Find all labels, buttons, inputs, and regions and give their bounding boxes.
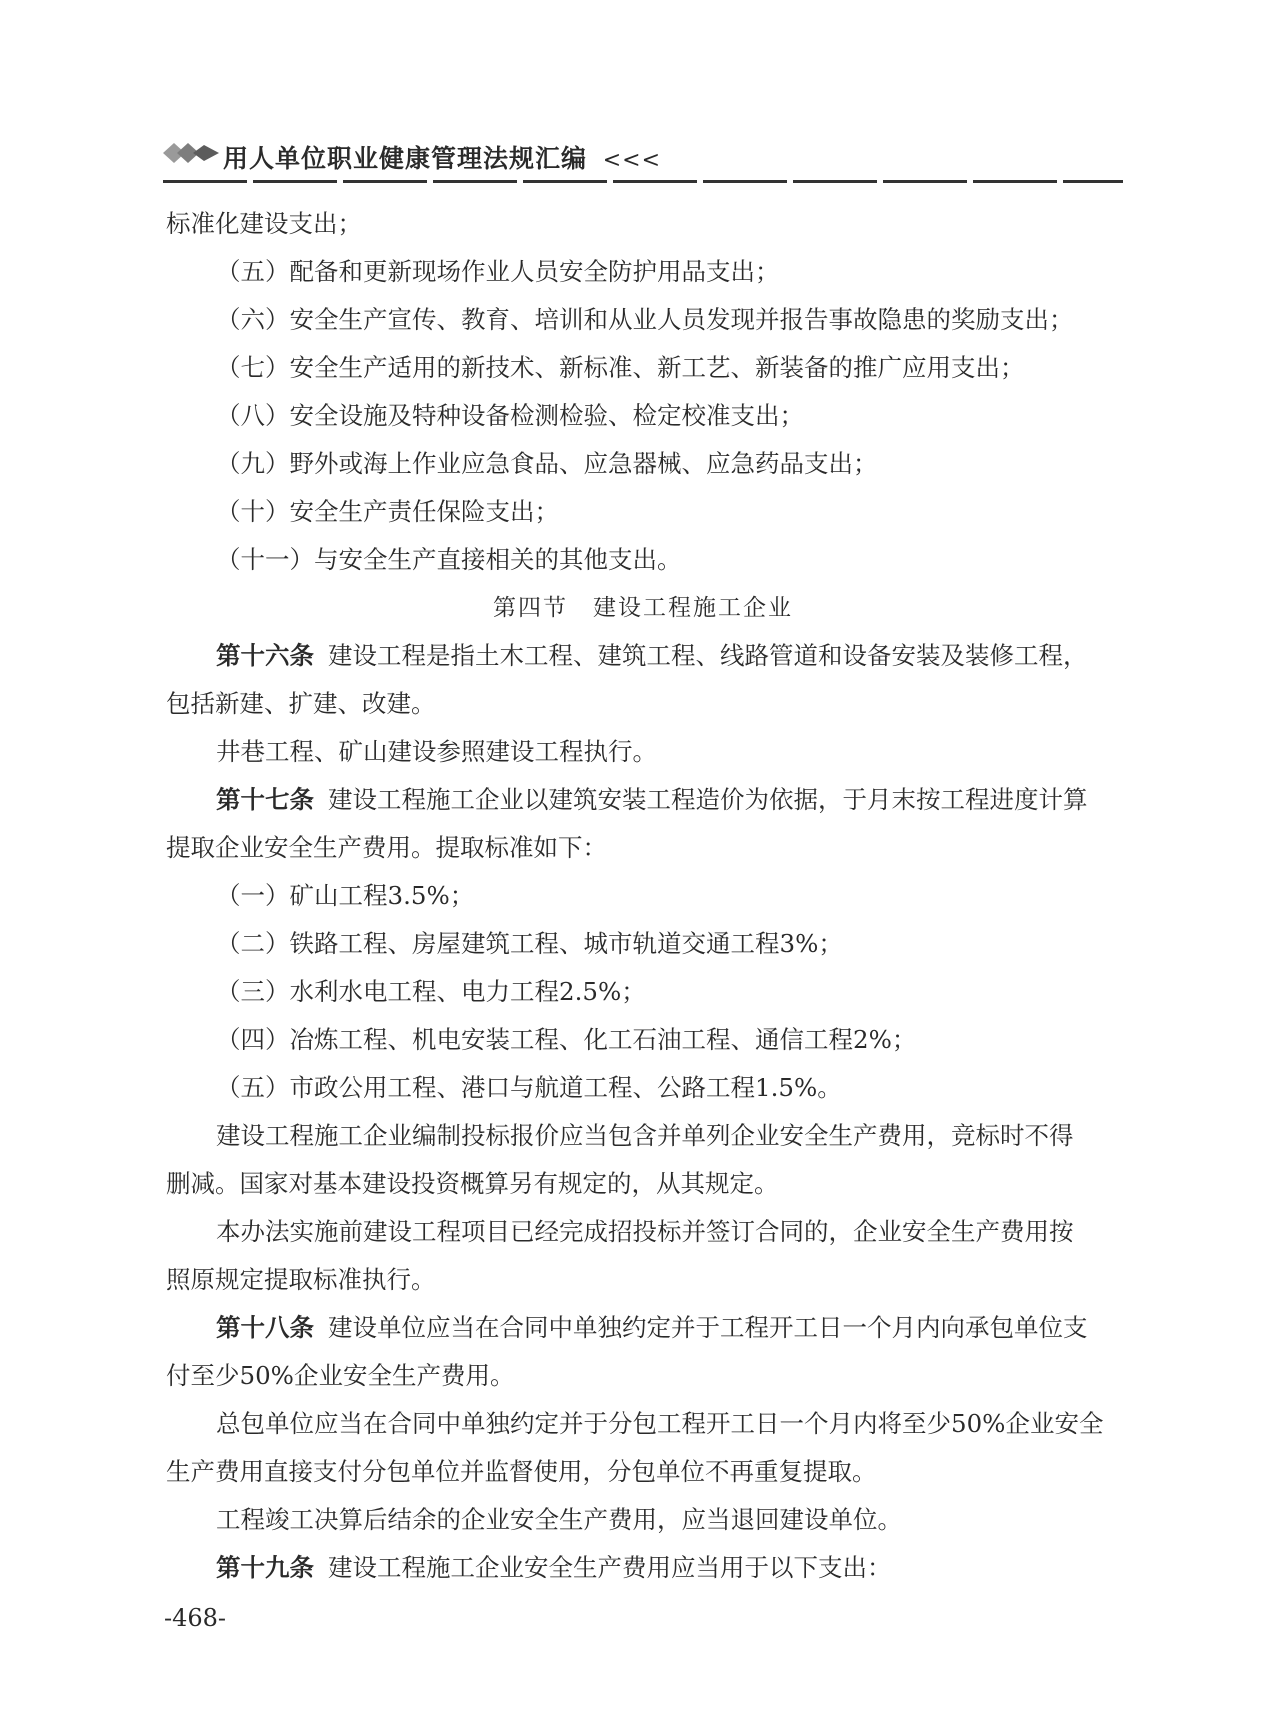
- list-item: （三）水利水电工程、电力工程2.5%；: [216, 977, 646, 1006]
- paragraph: 工程竣工决算后结余的企业安全生产费用，应当退回建设单位。: [216, 1505, 902, 1534]
- body-line: 包括新建、扩建、改建。: [166, 689, 436, 718]
- body-line: 提取企业安全生产费用。提取标准如下：: [166, 833, 607, 862]
- article-18: [166, 1304, 1120, 1352]
- article-label: 第十八条: [216, 1313, 314, 1342]
- body-line: 标准化建设支出；: [166, 209, 362, 238]
- list-item: （十）安全生产责任保险支出；: [216, 497, 559, 526]
- paragraph: 井巷工程、矿山建设参照建设工程执行。: [216, 737, 657, 766]
- list-item: （九）野外或海上作业应急食品、应急器械、应急药品支出；: [216, 449, 878, 478]
- list-item: （七）安全生产适用的新技术、新标准、新工艺、新装备的推广应用支出；: [216, 353, 1025, 382]
- header-rule: [163, 180, 1123, 183]
- book-title-text: 用人单位职业健康管理法规汇编: [223, 144, 588, 173]
- list-item: （四）冶炼工程、机电安装工程、化工石油工程、通信工程2%；: [216, 1025, 917, 1054]
- list-item: （五）配备和更新现场作业人员安全防护用品支出；: [216, 257, 780, 286]
- article-19: [166, 1544, 1120, 1592]
- body-line: 删减。国家对基本建设投资概算另有规定的，从其规定。: [166, 1169, 779, 1198]
- article-text: 建设工程施工企业以建筑安装工程造价为依据，于月末按工程进度计算: [328, 785, 1088, 814]
- body-line: 照原规定提取标准执行。: [166, 1265, 436, 1294]
- body-line: 生产费用直接支付分包单位并监督使用，分包单位不再重复提取。: [166, 1457, 877, 1486]
- list-item: （十一）与安全生产直接相关的其他支出。: [216, 545, 682, 574]
- paragraph: 建设工程施工企业编制投标报价应当包含并单列企业安全生产费用，竞标时不得: [216, 1121, 1074, 1150]
- paragraph: 本办法实施前建设工程项目已经完成招投标并签订合同的，企业安全生产费用按: [216, 1217, 1074, 1246]
- list-item: （五）市政公用工程、港口与航道工程、公路工程1.5%。: [216, 1073, 842, 1102]
- chevrons-text: <<<: [602, 148, 662, 173]
- article-text: 建设工程是指土木工程、建筑工程、线路管道和设备安装及装修工程，: [328, 641, 1088, 670]
- paragraph: 总包单位应当在合同中单独约定并于分包工程开工日一个月内将至少50%企业安全: [216, 1409, 1104, 1438]
- list-item: （六）安全生产宣传、教育、培训和从业人员发现并报告事故隐患的奖励支出；: [216, 305, 1074, 334]
- book-title: [223, 139, 661, 175]
- running-header: [163, 133, 1123, 173]
- body-line: 付至少50%企业安全生产费用。: [166, 1361, 515, 1390]
- section-heading: 第四节 建设工程施工企业: [493, 595, 793, 621]
- page-body: [166, 200, 1120, 1592]
- list-item: （二）铁路工程、房屋建筑工程、城市轨道交通工程3%；: [216, 929, 843, 958]
- article-text: 建设单位应当在合同中单独约定并于工程开工日一个月内向承包单位支: [328, 1313, 1088, 1342]
- double-diamond-icon: [163, 142, 223, 164]
- article-label: 第十九条: [216, 1553, 314, 1582]
- list-item: （八）安全设施及特种设备检测检验、检定校准支出；: [216, 401, 804, 430]
- page-number: -468-: [164, 1604, 227, 1632]
- article-17: [166, 776, 1120, 824]
- list-item: （一）矿山工程3.5%；: [216, 881, 475, 910]
- article-label: 第十六条: [216, 641, 314, 670]
- article-16: [166, 632, 1120, 680]
- article-label: 第十七条: [216, 785, 314, 814]
- article-text: 建设工程施工企业安全生产费用应当用于以下支出：: [328, 1553, 892, 1582]
